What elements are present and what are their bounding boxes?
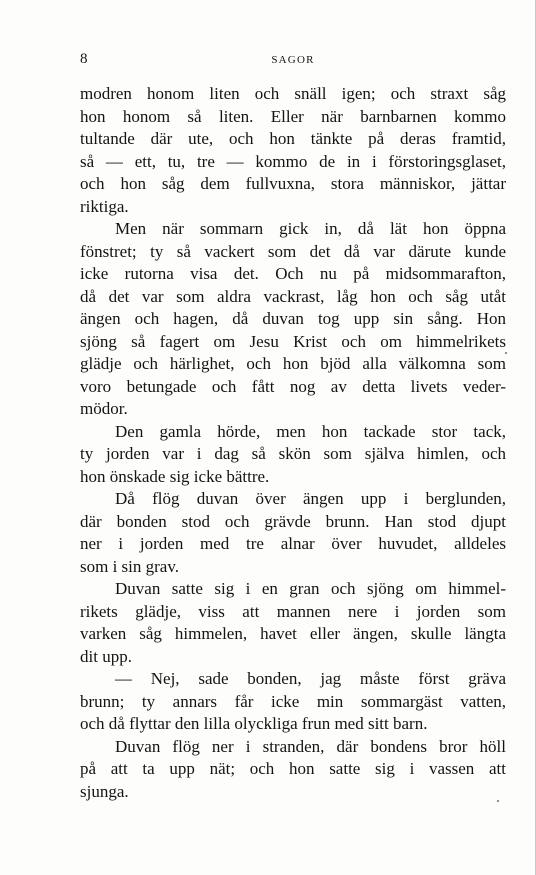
paragraph (80, 83, 506, 218)
text-line: — Nej, sade bonden, jag måste först gräva (115, 669, 506, 688)
text-line: tultande där ute, och hon tänkte på deras framtid, (80, 129, 506, 148)
page-number: 8 (80, 51, 88, 67)
text-line: och då flyttar den lilla olyckliga frun med sitt barn. (80, 714, 428, 733)
text-line: Duvan satte sig i en gran och sjöng om himmel- (115, 579, 506, 598)
paragraph (80, 736, 506, 804)
paragraph (80, 421, 506, 489)
text-line: riktiga. (80, 196, 129, 216)
text-line: icke rutorna visa det. Och nu på midsommarafton, (80, 264, 506, 283)
text-line: så — ett, tu, tre — kommo de in i förstoringsglaset, (80, 151, 506, 171)
paragraph (80, 578, 506, 668)
text-line: ner i jorden med tre alnar över huvudet, alldeles (80, 534, 506, 553)
text-line: Den gamla hörde, men hon tackade stor tack, (115, 421, 506, 441)
paragraph (80, 218, 506, 421)
text-line: ty jorden var i dag så skön som själva himlen, och (80, 444, 506, 463)
text-line: modren honom liten och snäll igen; och straxt såg (80, 84, 506, 103)
text-line: brunn; ty annars får icke min sommargäst vatten, (80, 691, 506, 711)
text-line: ängen och hagen, då duvan tog upp sin sång. Hon (80, 309, 506, 328)
print-speck (505, 352, 507, 354)
text-line: hon önskade sig icke bättre. (80, 466, 270, 486)
print-speck (497, 800, 499, 802)
paragraph (80, 488, 506, 578)
running-head: SAGOR (271, 54, 315, 66)
text-line: varken såg himmelen, havet eller ängen, skulle längta (80, 624, 506, 643)
paragraph (80, 668, 506, 736)
text-line: fönstret; ty så vackert som det då var därute kunde (80, 241, 506, 261)
text-line: sjunga. (80, 781, 129, 801)
text-line: då det var som aldra vackrast, låg hon och såg utåt (80, 286, 506, 306)
text-line: och hon såg dem fullvuxna, stora människor, jättar (80, 174, 506, 193)
body-text (80, 83, 506, 803)
page-header (80, 50, 506, 68)
text-line: Duvan flög ner i stranden, där bondens bror höll (115, 736, 506, 756)
text-line: mödor. (80, 399, 128, 418)
text-line: på att ta upp nät; och hon satte sig i vassen att (80, 759, 506, 778)
text-line: Då flög duvan över ängen upp i berglunden, (115, 489, 506, 508)
text-line: dit upp. (80, 646, 132, 666)
text-line: hon honom så liten. Eller när barnbarnen kommo (80, 106, 506, 126)
text-line: sjöng så fagert om Jesu Krist och om himmelrikets (80, 331, 506, 351)
text-line: glädje och härlighet, och hon bjöd alla välkomna som (80, 354, 506, 373)
text-line: rikets glädje, viss att mannen nere i jorden som (80, 601, 506, 621)
text-line: där bonden stod och grävde brunn. Han stod djupt (80, 511, 506, 531)
text-line: Men när sommarn gick in, då lät hon öppna (115, 219, 506, 238)
text-line: som i sin grav. (80, 556, 180, 576)
text-line: voro betungade och fått nog av detta livets veder- (80, 376, 506, 396)
